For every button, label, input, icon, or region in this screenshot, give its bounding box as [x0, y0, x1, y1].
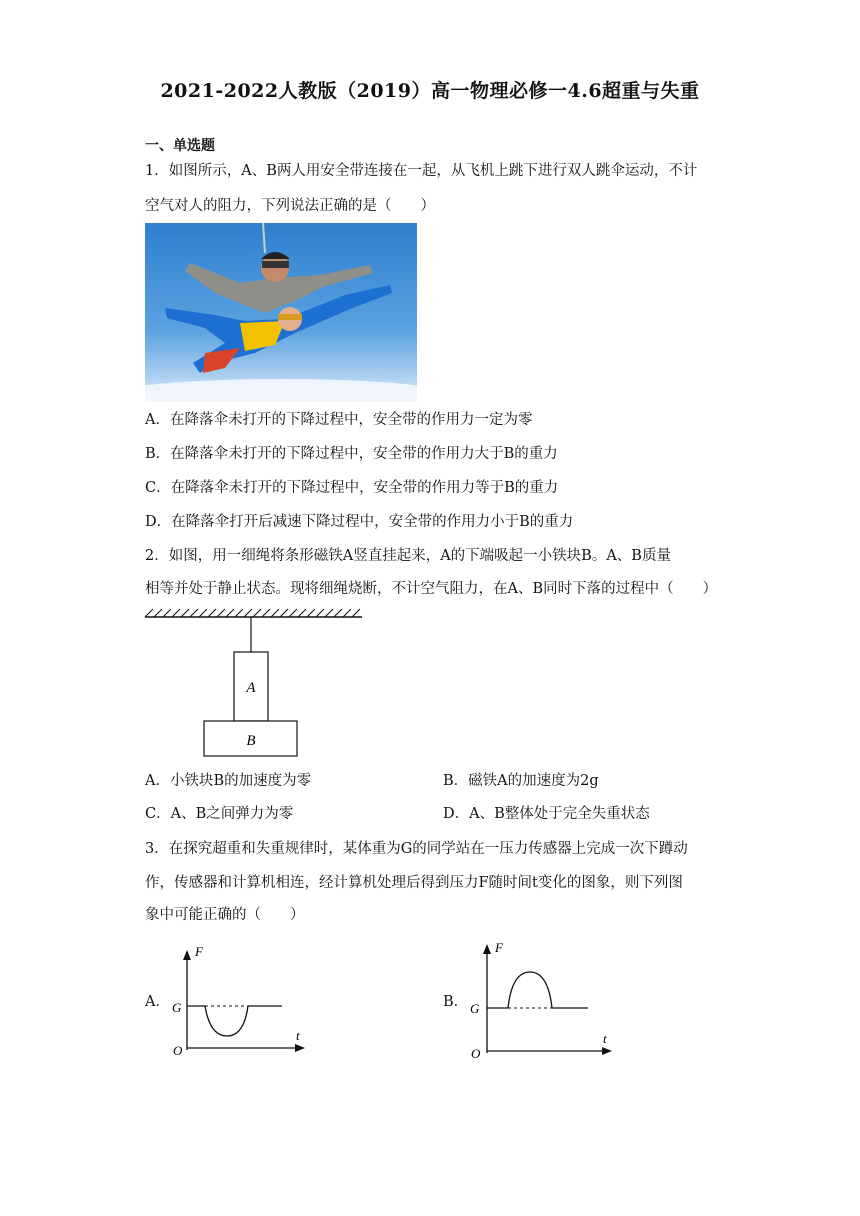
q3-option-b-label: B．: [443, 994, 469, 1010]
q2-option-b: B．磁铁A的加速度为2g: [443, 773, 599, 789]
q1-stem-line1: 1．如图所示，A、B两人用安全带连接在一起，从飞机上跳下进行双人跳伞运动，不计: [145, 163, 698, 179]
q1-stem-line2: 空气对人的阻力，下列说法正确的是（ ）: [145, 198, 435, 214]
graph-a-origin-label: O: [173, 1043, 183, 1058]
block-label: B: [246, 733, 256, 749]
skydiving-photo: [145, 223, 417, 402]
magnet-label: A: [246, 680, 256, 696]
graph-a-y-label: F: [195, 944, 203, 959]
q1-option-b: B．在降落伞未打开的下降过程中，安全带的作用力大于B的重力: [145, 446, 558, 462]
graph-a-x-label: t: [296, 1028, 300, 1043]
q2-stem-line2: 相等并处于静止状态。现将细绳烧断，不计空气阻力，在A、B同时下落的过程中（ ）: [145, 581, 718, 597]
q3-option-a-label: A．: [145, 994, 170, 1010]
q1-option-d: D．在降落伞打开后减速下降过程中，安全带的作用力小于B的重力: [145, 514, 574, 530]
graph-a-g-label: G: [172, 1000, 182, 1015]
graph-b-y-label: F: [495, 940, 503, 955]
section-heading: 一、单选题: [145, 138, 215, 154]
q3-stem-line3: 象中可能正确的（ ）: [145, 907, 305, 923]
q3-graph-a: [165, 940, 315, 1060]
q1-option-a: A．在降落伞未打开的下降过程中，安全带的作用力一定为零: [145, 412, 533, 428]
q1-option-c: C．在降落伞未打开的下降过程中，安全带的作用力等于B的重力: [145, 480, 559, 496]
page-title: 2021-2022人教版（2019）高一物理必修一4.6超重与失重: [160, 80, 700, 102]
graph-b-origin-label: O: [471, 1046, 481, 1061]
graph-b-x-label: t: [603, 1031, 607, 1046]
q2-option-d: D．A、B整体处于完全失重状态: [443, 806, 650, 822]
q2-option-a: A．小铁块B的加速度为零: [145, 773, 312, 789]
q2-stem-line1: 2．如图，用一细绳将条形磁铁A竖直挂起来，A的下端吸起一小铁块B。A、B质量: [145, 548, 671, 564]
q3-graph-b: [465, 938, 625, 1063]
graph-b-g-label: G: [470, 1001, 480, 1016]
q3-stem-line1: 3．在探究超重和失重规律时，某体重为G的同学站在一压力传感器上完成一次下蹲动: [145, 841, 688, 857]
q3-stem-line2: 作，传感器和计算机相连，经计算机处理后得到压力F随时间t变化的图象，则下列图: [145, 875, 683, 891]
q2-option-c: C．A、B之间弹力为零: [145, 806, 294, 822]
magnet-diagram: [140, 606, 370, 766]
